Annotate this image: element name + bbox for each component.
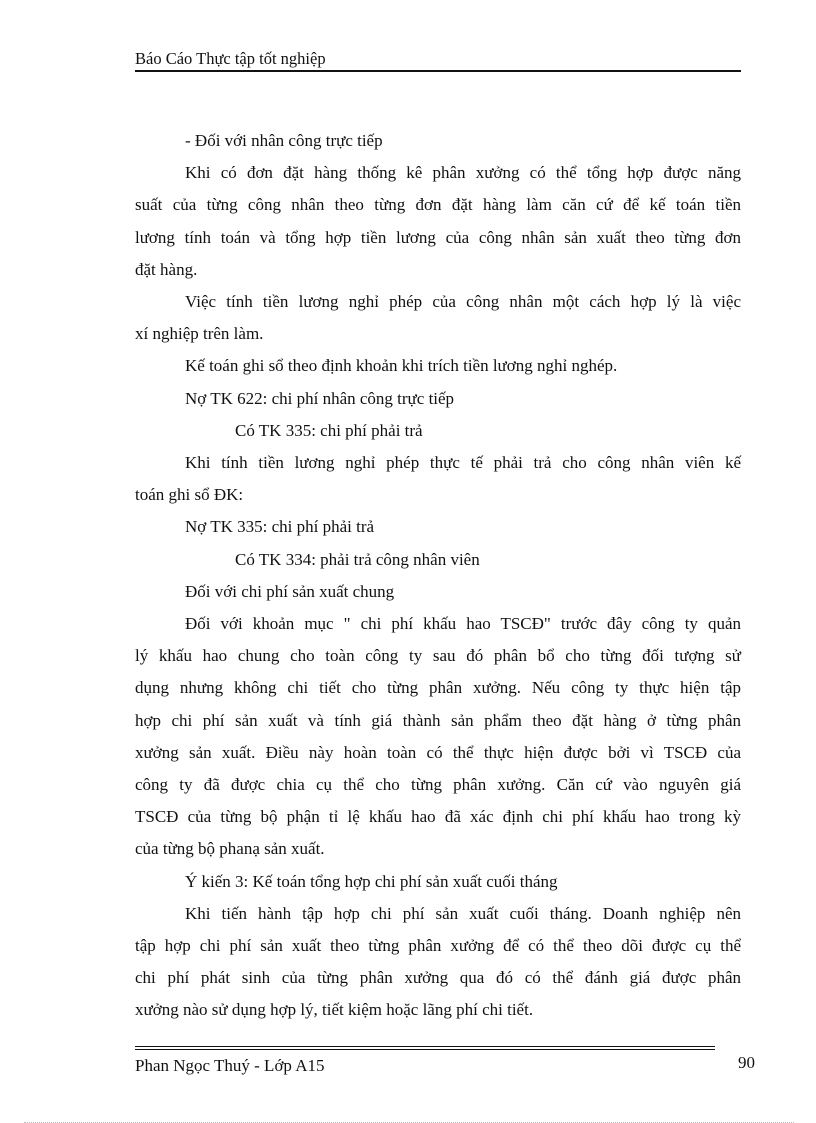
text-line: tập hợp chi phí sản xuất theo từng phân xưởng để có thể theo dõi được cụ thể <box>135 936 741 956</box>
footer-author: Phan Ngọc Thuý - Lớp A15 <box>135 1056 325 1075</box>
text-line: lương tính toán và tổng hợp tiền lương của công nhân sản xuất theo từng đơn <box>135 227 741 247</box>
text-line: toán ghi sổ ĐK: <box>135 485 244 505</box>
header-title: Báo Cáo Thực tập tốt nghiệp <box>135 49 326 68</box>
text-line: Khi tiến hành tập hợp chi phí sản xuất cuối tháng. Doanh nghiệp nên <box>185 903 741 923</box>
page-number: 90 <box>738 1053 755 1072</box>
text-line: Việc tính tiền lương nghỉ phép của công nhân một cách hợp lý là việc <box>185 292 741 312</box>
text-line: TSCĐ của từng bộ phận tỉ lệ khấu hao đã xác định chi phí khấu hao trong kỳ <box>135 807 741 827</box>
text-line: Ý kiến 3: Kế toán tổng hợp chi phí sản xuất cuối tháng <box>185 871 558 891</box>
text-line: xí nghiệp trên làm. <box>135 324 264 344</box>
text-line: Đối với chi phí sản xuất chung <box>185 581 395 601</box>
footer-divider <box>135 1046 715 1050</box>
text-line: xưởng sản xuất. Điều này hoàn toàn có thể thực hiện được bởi vì TSCĐ của <box>135 742 741 762</box>
page-header <box>135 48 741 72</box>
text-line: Nợ TK 335: chi phí phải trả <box>185 517 375 537</box>
text-line: Khi tính tiền lương nghỉ phép thực tế phải trả cho công nhân viên kế <box>185 453 741 473</box>
text-line: của từng bộ phanạ sản xuất. <box>135 839 325 859</box>
text-line: Kế toán ghi sổ theo định khoản khi trích tiền lương nghỉ nghép. <box>185 356 618 376</box>
text-line: lý khấu hao chung cho toàn công ty sau đó phân bổ cho từng đối tượng sử <box>135 646 741 666</box>
text-line: công ty đã được chia cụ thể cho từng phân xưởng. Căn cứ vào nguyên giá <box>135 775 741 795</box>
text-line: suất của từng công nhân theo từng đơn đặt hàng làm căn cứ để kế toán tiền <box>135 195 741 215</box>
text-line: Có TK 334: phải trả công nhân viên <box>235 549 480 569</box>
text-line: dụng nhưng không chi tiết cho từng phân xưởng. Nếu công ty thực hiện tập <box>135 678 741 698</box>
text-line: Nợ TK 622: chi phí nhân công trực tiếp <box>185 388 455 408</box>
text-line: Có TK 335: chi phí phải trả <box>235 420 423 440</box>
text-line: chi phí phát sinh của từng phân xưởng qua đó có thể đánh giá được phân <box>135 968 741 988</box>
text-line: Đối với khoản mục " chi phí khấu hao TSCĐ" trước đây công ty quản <box>185 614 741 634</box>
text-line: xưởng nào sử dụng hợp lý, tiết kiệm hoặc lãng phí chi tiết. <box>135 1000 534 1020</box>
text-line: Khi có đơn đặt hàng thống kê phân xưởng có thể tổng hợp được năng <box>185 163 741 183</box>
text-line: hợp chi phí sản xuất và tính giá thành sản phẩm theo đặt hàng ở từng phân <box>135 710 741 730</box>
text-line: đặt hàng. <box>135 259 198 279</box>
text-line: - Đối với nhân công trực tiếp <box>185 131 383 150</box>
document-body <box>135 125 741 1027</box>
